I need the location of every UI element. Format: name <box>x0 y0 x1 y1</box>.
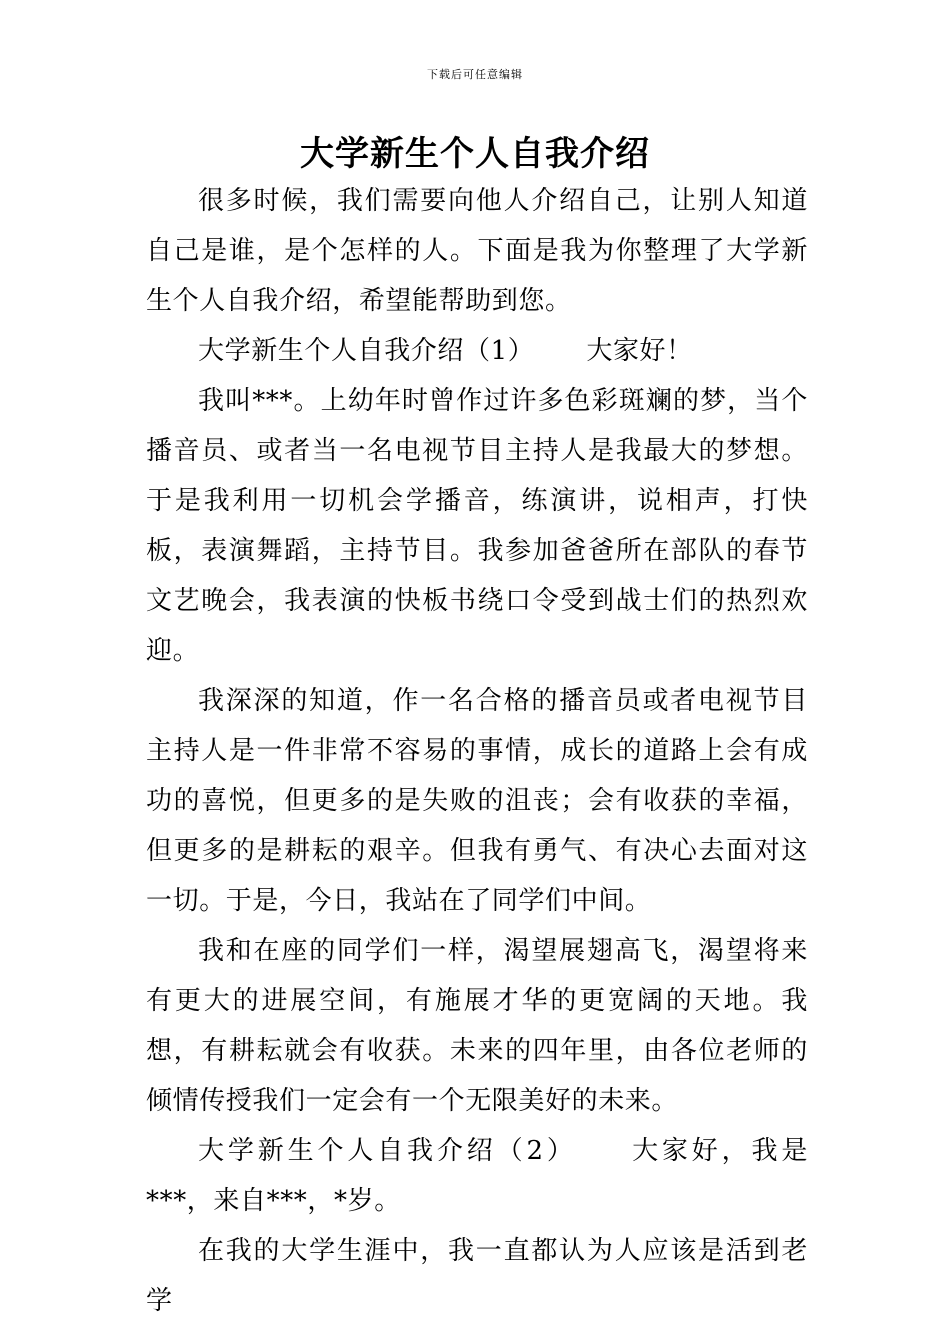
paragraph-intro <box>146 176 808 326</box>
paragraph-future <box>146 926 808 1126</box>
paragraph-text: 我叫***。上幼年时曾作过许多色彩斑斓的梦，当个播音员、或者当一名电视节目主持人是我最大的梦想。于是我利用一切机会学播音，练演讲，说相声，打快板，表演舞蹈，主持节目。我参加爸爸所在部队的春节文艺晚会，我表演的快板书绕口令受到战士们的热烈欢迎。 <box>146 386 808 666</box>
section-heading: 大学新生个人自我介绍（1） <box>198 336 535 366</box>
paragraph-challenge <box>146 676 808 926</box>
paragraph-text: 在我的大学生涯中，我一直都认为人应该是活到老学 <box>146 1236 808 1316</box>
paragraph-text: 大家好，我是***，来自***，*岁。 <box>146 1136 808 1216</box>
document-title: 大学新生个人自我介绍 <box>300 134 650 174</box>
header-note: 下载后可任意编辑 <box>427 68 523 81</box>
paragraph-text: 大家好！ <box>586 336 693 366</box>
paragraph-section-1 <box>146 326 808 376</box>
paragraph-text: 很多时候，我们需要向他人介绍自己，让别人知道自己是谁，是个怎样的人。下面是我为你整理了大学新生个人自我介绍，希望能帮助到您。 <box>146 186 808 316</box>
paragraph-text: 我和在座的同学们一样，渴望展翅高飞，渴望将来有更大的进展空间，有施展才华的更宽阔的天地。我想，有耕耘就会有收获。未来的四年里，由各位老师的倾情传授我们一定会有一个无限美好的未来。 <box>146 936 808 1116</box>
paragraph-college <box>146 1226 808 1326</box>
document-body <box>146 176 808 1326</box>
paragraph-text: 我深深的知道，作一名合格的播音员或者电视节目主持人是一件非常不容易的事情，成长的道路上会有成功的喜悦，但更多的是失败的沮丧；会有收获的幸福，但更多的是耕耘的艰辛。但我有勇气、有决心去面对这一切。于是，今日，我站在了同学们中间。 <box>146 686 808 916</box>
section-heading: 大学新生个人自我介绍（2） <box>198 1136 577 1166</box>
paragraph-section-2 <box>146 1126 808 1226</box>
paragraph-dream <box>146 376 808 676</box>
